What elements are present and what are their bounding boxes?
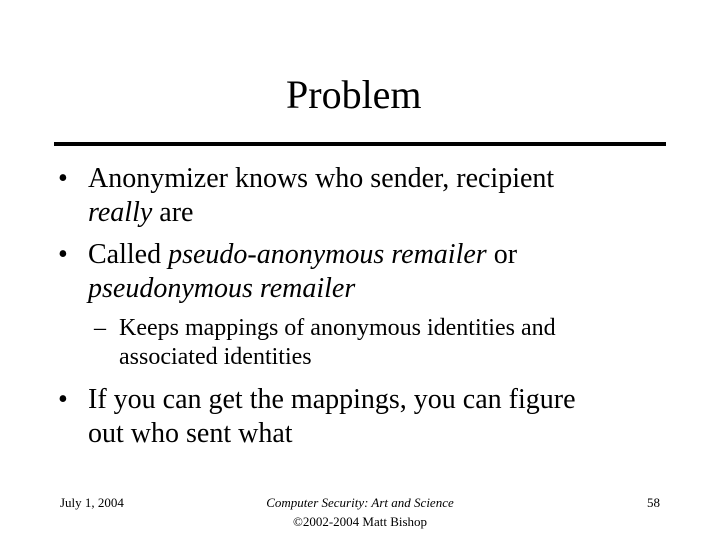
sub-bullet-line-1: Keeps mappings of anonymous identities and: [119, 315, 556, 341]
bullet-2-text-b: or: [486, 239, 518, 270]
title-divider: [54, 142, 666, 146]
sub-bullet-dash: –: [94, 315, 106, 341]
bullet-2-line-2: [88, 272, 688, 306]
bullet-marker: •: [58, 384, 68, 415]
bullet-1-text: Anonymizer knows who sender, recipient: [88, 163, 555, 194]
bullet-marker: •: [58, 239, 68, 270]
bullet-2-text-a: Called: [88, 239, 169, 270]
bullet-1-rest: are: [152, 197, 194, 228]
bullet-2-line-1: [88, 238, 688, 272]
footer-copyright: ©2002-2004 Matt Bishop: [292, 514, 428, 529]
bullet-1-italic: really: [88, 197, 153, 228]
bullet-2-italic-2: pseudonymous remailer: [88, 273, 356, 304]
footer-date: July 1, 2004: [60, 495, 124, 510]
bullet-2-italic: pseudo-anonymous remailer: [168, 239, 487, 270]
slide-title-text: Problem: [286, 72, 422, 117]
bullet-1-line-1: [88, 162, 688, 196]
bullet-3-line-1: If you can get the mappings, you can figure: [88, 384, 576, 415]
page-number: 58: [647, 495, 660, 510]
sub-bullet-line-2: associated identities: [119, 344, 312, 370]
footer-book-title: Computer Security: Art and Science: [266, 495, 454, 510]
bullet-3-line-2: out who sent what: [88, 418, 293, 449]
bullet-1-line-2: [88, 196, 688, 230]
bullet-marker: •: [58, 163, 68, 194]
